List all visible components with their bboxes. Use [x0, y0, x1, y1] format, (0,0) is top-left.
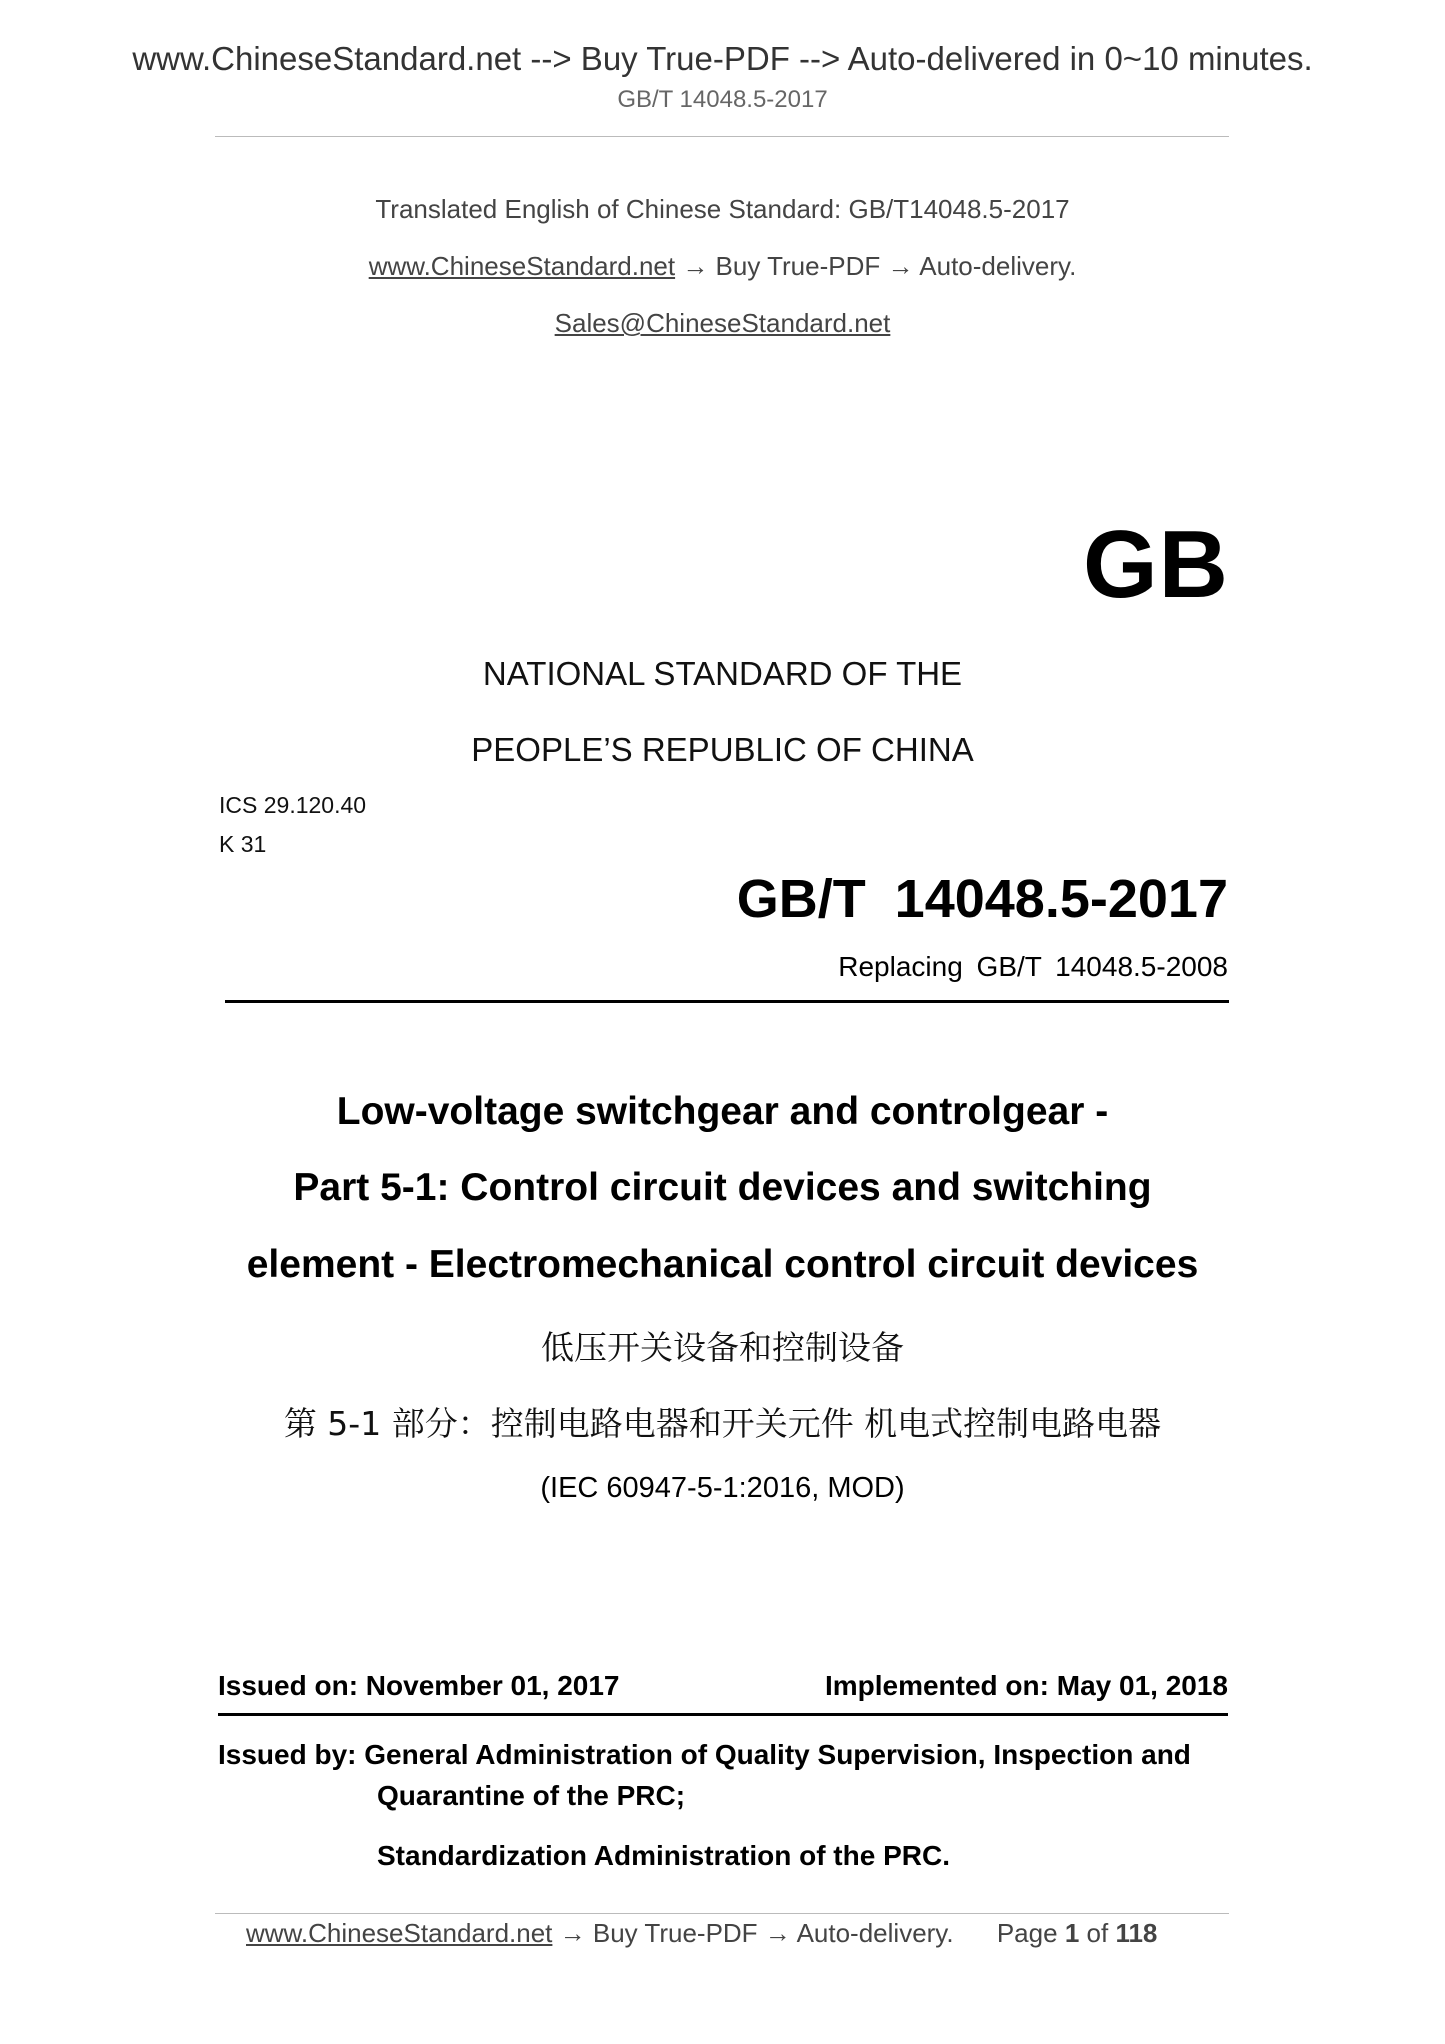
footer-buy-text: → Buy True-PDF → Auto-delivery. [552, 1918, 954, 1948]
header-standard-code: GB/T 14048.5-2017 [617, 86, 828, 113]
footer [246, 1918, 1157, 1949]
of-label: of [1086, 1918, 1109, 1948]
site-link[interactable]: www.ChineseStandard.net [368, 251, 676, 281]
dates-row [218, 1670, 1228, 1702]
implemented-on: Implemented on: May 01, 2018 [824, 1670, 1228, 1701]
iec-adoption: (IEC 60947-5-1:2016, MOD) [540, 1472, 905, 1504]
buy-line-text: → Buy True-PDF → Auto-delivery. [675, 251, 1077, 281]
page-label: Page [996, 1918, 1058, 1948]
page-total: 118 [1115, 1918, 1158, 1948]
footer-divider [215, 1913, 1229, 1914]
national-standard-line2: PEOPLE’S REPUBLIC OF CHINA [471, 731, 974, 768]
dates-divider [218, 1713, 1228, 1716]
footer-site-link[interactable]: www.ChineseStandard.net [246, 1918, 553, 1948]
page-number: 1 [1064, 1918, 1080, 1948]
standard-number: GB/T 14048.5-2017 [736, 869, 1228, 929]
chinese-title-line1: 低压开关设备和控制设备 [541, 1328, 904, 1367]
issued-by-line2: Quarantine of the PRC; [377, 1780, 686, 1811]
issued-by-line3: Standardization Administration of the PRC. [377, 1840, 950, 1871]
sales-email-line [0, 308, 1445, 339]
issued-on: Issued on: November 01, 2017 [218, 1670, 620, 1701]
chinese-title-line2: 第 5-1 部分：控制电路电器和开关元件 机电式控制电路电器 [283, 1404, 1162, 1443]
header-divider [215, 136, 1229, 137]
sales-email-link[interactable]: Sales@ChineseStandard.net [554, 308, 891, 338]
translation-notice: Translated English of Chinese Standard: GB/T14048.5-2017 [375, 194, 1070, 224]
gb-mark: GB [1083, 511, 1229, 618]
english-title-line3: element - Electromechanical control circuit devices [246, 1243, 1199, 1286]
translation-buy-line [0, 251, 1445, 282]
english-title-line1: Low-voltage switchgear and controlgear - [336, 1090, 1109, 1133]
ccs-code: K 31 [219, 831, 267, 857]
ics-code: ICS 29.120.40 [219, 792, 367, 818]
national-standard-line1: NATIONAL STANDARD OF THE [482, 655, 963, 692]
header-banner: www.ChineseStandard.net --> Buy True-PDF --> Auto-delivered in 0~10 minutes. [132, 40, 1313, 77]
replacing-standard: Replacing GB/T 14048.5-2008 [838, 951, 1228, 982]
issued-by-line1: Issued by: General Administration of Quality Supervision, Inspection and [218, 1739, 1191, 1770]
english-title-line2: Part 5-1: Control circuit devices and switching [293, 1166, 1152, 1209]
title-divider [225, 1000, 1229, 1003]
